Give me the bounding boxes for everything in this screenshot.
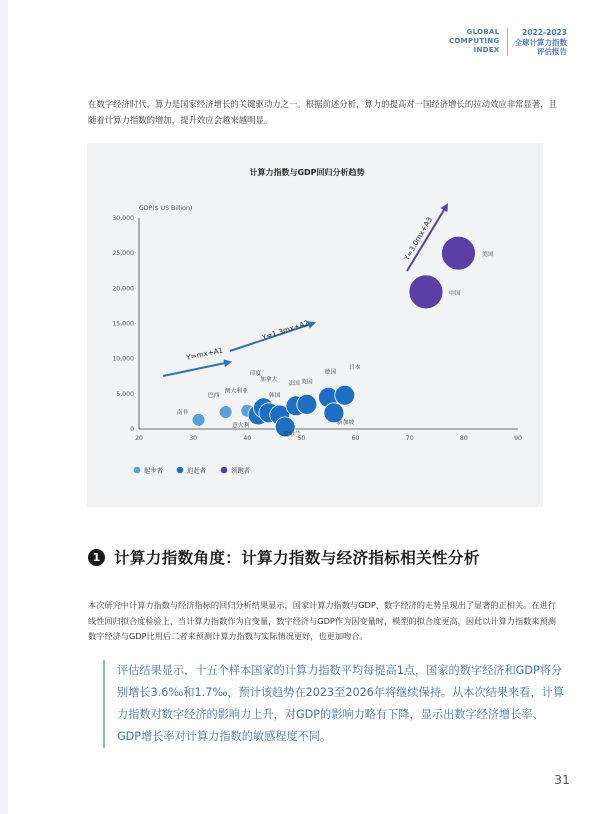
bubble-label: 南非 — [176, 409, 189, 416]
section-number-badge: 1 — [88, 549, 105, 566]
bubble-point — [441, 236, 475, 270]
bubble-label: 英国 — [301, 379, 313, 386]
y-axis-label: GDP($ US Billion) — [139, 205, 193, 212]
y-tick-label: 30,000 — [112, 215, 134, 222]
y-tick-label: 20,000 — [112, 285, 134, 293]
legend-label: 起步者 — [144, 466, 164, 475]
bubble-point — [409, 275, 443, 309]
section-title: 计算力指数角度：计算力指数与经济指标相关性分析 — [114, 549, 480, 567]
highlight-quote — [103, 660, 564, 748]
bubble-point — [219, 406, 232, 419]
x-tick-label: 30 — [189, 435, 198, 442]
legend-marker — [134, 467, 141, 474]
x-tick-label: 20 — [135, 435, 143, 442]
legend-label: 追赶者 — [187, 466, 207, 475]
bubble-label: 美国 — [481, 252, 494, 259]
legend-marker — [177, 467, 184, 474]
chart-svg — [87, 143, 543, 507]
bubble-label: 澳大利亚 — [224, 388, 248, 395]
x-tick-label: 90 — [514, 435, 522, 442]
bubble-label: 日本 — [348, 365, 361, 372]
chart-title: 计算力指数与GDP回归分析趋势 — [249, 168, 365, 177]
bubble-label: 新加坡 — [336, 419, 355, 426]
trend-label-1: Y=mx+A1 — [185, 345, 224, 362]
y-tick-label: 0 — [130, 426, 134, 433]
x-tick-label: 60 — [351, 435, 360, 442]
y-tick-label: 25,000 — [112, 250, 134, 258]
bubble-point — [297, 394, 317, 414]
quote-text: 评估结果显示，十五个样本国家的计算力指数平均每提高1点，国家的数字经济和GDP将分别增长3.6‰和1.7‰，预计该趋势在2023至2026年将继续保持。从本次结果来看，计算力指数对数字经济的影响力上升，对GDP的影响力略有下降，显示出数字经济增长率、GDP增长率对计算力指数的敏感程度不同。 — [117, 664, 564, 743]
bubble-label: 德国 — [324, 369, 337, 376]
trend-label-3: Y=3.0mx+A3 — [401, 215, 435, 262]
bubble-label: 韩国 — [268, 392, 281, 399]
body-paragraph: 本次研究中计算力指数与经济指标的回归分析结果显示，国家计算力指数与GDP、数字经济的走势呈现出了显著的正相关。在进行线性回归拟合度检验上，当计算力指数作为自变量，数字经济与GDP作为因变量时，模型的拟合度更高，因此以计算力指数来预测数字经济与GDP比用后二者来预测计算力指数与实际情况更好，也更加吻合。 — [88, 600, 556, 641]
y-tick-label: 15,000 — [112, 320, 134, 328]
y-tick-label: 5,000 — [116, 390, 134, 398]
section-heading — [88, 546, 480, 568]
x-tick-label: 80 — [459, 435, 468, 442]
left-margin-strip — [0, 0, 8, 814]
intro-paragraph: 在数字经济时代，算力是国家经济增长的关键驱动力之一。根据前述分析，算力的提高对一国经济增长的拉动效应非常显著，且随着计算力指数的增加，提升效应会越来越明显。 — [88, 99, 557, 125]
regression-chart — [87, 143, 543, 507]
x-tick-label: 70 — [405, 435, 414, 442]
bubble-label: 巴西 — [207, 393, 220, 400]
bubble-label: 加拿大 — [259, 376, 278, 383]
bubble-point — [335, 385, 355, 405]
bubble-label: 爱尔兰 — [283, 431, 301, 438]
bubble-label: 法国 — [288, 380, 300, 387]
bubble-label: 意大利 — [232, 422, 250, 429]
report-header — [449, 28, 567, 57]
bubble-label: 中国 — [448, 290, 461, 297]
legend-label: 领跑者 — [231, 466, 251, 475]
bubble-label: 印度 — [249, 370, 262, 377]
y-tick-label: 10,000 — [112, 355, 134, 363]
trend-arrow-1 — [163, 362, 230, 376]
page-number: 31 — [554, 772, 570, 787]
header-en-title: GLOBAL COMPUTING INDEX — [448, 28, 500, 54]
bubble-point — [192, 413, 205, 426]
x-tick-label: 50 — [297, 435, 306, 442]
x-tick-label: 40 — [243, 435, 252, 442]
header-cn-title: 2022-2023 全球计算力指数 评估报告 — [514, 28, 567, 56]
trend-label-2: Y=1.3mx+A2 — [260, 318, 310, 342]
legend-marker — [221, 467, 228, 474]
